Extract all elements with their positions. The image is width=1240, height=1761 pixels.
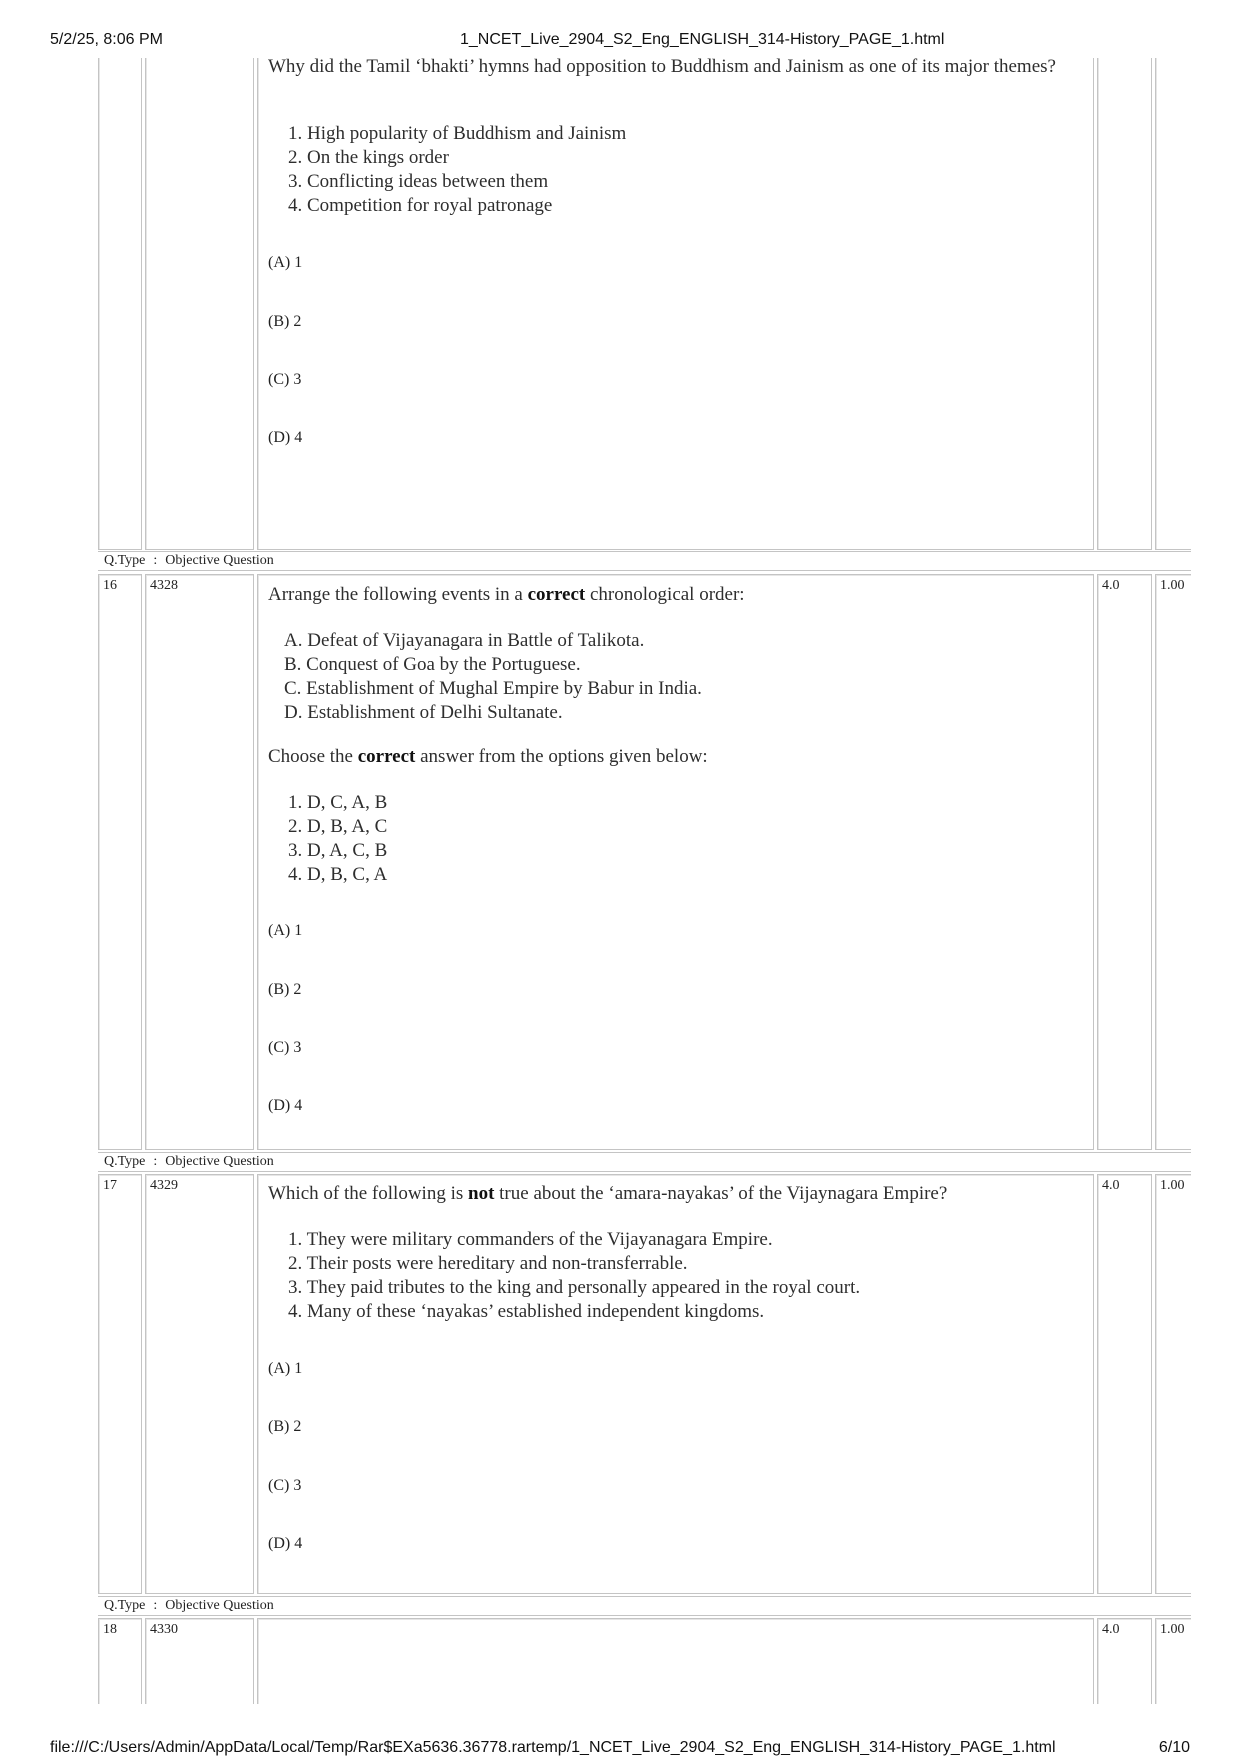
- marks-value: 4.0: [1102, 1622, 1120, 1637]
- q16-event: C. Establishment of Mughal Empire by Babur in India.: [284, 678, 702, 699]
- q16-option-a: (A) 1: [268, 922, 303, 939]
- qtype-row: [98, 1596, 1191, 1616]
- q18-body-cell: [257, 1618, 1094, 1704]
- q16-question-bold: correct: [527, 584, 586, 605]
- qtype-colon: :: [153, 1598, 158, 1613]
- q16-question-pre: Arrange the following events in a: [268, 584, 528, 605]
- negative-marks-value: 1.00: [1160, 578, 1185, 593]
- q16-question-text: [268, 583, 1078, 607]
- negative-marks-value: 1.00: [1160, 1622, 1185, 1637]
- print-footer: [0, 1739, 1240, 1761]
- q16-question-post: chronological order:: [585, 584, 745, 605]
- q16-option-c: (C) 3: [268, 1039, 302, 1056]
- q16-negative-cell: [1155, 574, 1191, 1150]
- marks-value: 4.0: [1102, 1178, 1120, 1193]
- qtype-colon: :: [153, 1154, 158, 1169]
- q17-option-d: (D) 4: [268, 1535, 303, 1552]
- q17-statement-list: [288, 1228, 860, 1324]
- print-doc-title: 1_NCET_Live_2904_S2_Eng_ENGLISH_314-History_PAGE_1.html: [460, 31, 945, 48]
- q17-negative-cell: [1155, 1174, 1191, 1594]
- q17-item: 1. They were military commanders of the Vijayanagara Empire.: [288, 1229, 773, 1250]
- question-id: 4329: [150, 1178, 178, 1193]
- marks-value: 4.0: [1102, 578, 1120, 593]
- q16-item: 2. D, B, A, C: [288, 816, 388, 837]
- print-datetime: 5/2/25, 8:06 PM: [50, 31, 163, 48]
- q17-question-text: [268, 1182, 1078, 1206]
- q16-choice-list: [288, 791, 387, 887]
- q15-option-b: (B) 2: [268, 313, 302, 330]
- qtype-label: Q.Type: [104, 553, 146, 568]
- q16-event: D. Establishment of Delhi Sultanate.: [284, 702, 563, 723]
- question-id: 4330: [150, 1622, 178, 1637]
- q16-item: 1. D, C, A, B: [288, 792, 388, 813]
- q15-marks-cell: [1097, 58, 1152, 550]
- qtype-row: [98, 1152, 1191, 1172]
- question-id: 4328: [150, 578, 178, 593]
- q15-qid-cell: [145, 58, 254, 550]
- q16-body-cell: [257, 574, 1094, 1150]
- q17-sno-cell: [98, 1174, 142, 1594]
- question-number: 17: [103, 1178, 117, 1193]
- q15-option-d: (D) 4: [268, 429, 303, 446]
- q17-option-b: (B) 2: [268, 1418, 302, 1435]
- q15-question-text: Why did the Tamil ‘bhakti’ hymns had opposition to Buddhism and Jainism as one of its major themes?: [268, 58, 1056, 77]
- q16-event-list: [284, 629, 702, 725]
- q16-sno-cell: [98, 574, 142, 1150]
- q16-choose-post: answer from the options given below:: [415, 746, 708, 767]
- q17-marks-cell: [1097, 1174, 1152, 1594]
- q15-option-a: (A) 1: [268, 254, 303, 271]
- q16-marks-cell: [1097, 574, 1152, 1150]
- q17-option-c: (C) 3: [268, 1477, 302, 1494]
- q15-sno-cell: [98, 58, 142, 550]
- qtype-colon: :: [153, 553, 158, 568]
- negative-marks-value: 1.00: [1160, 1178, 1185, 1193]
- q16-item: 3. D, A, C, B: [288, 840, 388, 861]
- q18-qid-cell: [145, 1618, 254, 1704]
- qtype-label: Q.Type: [104, 1154, 146, 1169]
- q17-question-post: true about the ‘amara-nayakas’ of the Vijaynagara Empire?: [494, 1183, 948, 1204]
- q16-choose-pre: Choose the: [268, 746, 358, 767]
- q15-option-c: (C) 3: [268, 371, 302, 388]
- qtype-label: Q.Type: [104, 1598, 146, 1613]
- print-page-number: 6/10: [1158, 1739, 1190, 1756]
- q16-qid-cell: [145, 574, 254, 1150]
- q18-negative-cell: [1155, 1618, 1191, 1704]
- q16-option-b: (B) 2: [268, 981, 302, 998]
- q17-item: 2. Their posts were hereditary and non-transferrable.: [288, 1253, 688, 1274]
- q18-marks-cell: [1097, 1618, 1152, 1704]
- question-table: [98, 58, 1191, 1704]
- q15-body-cell: [257, 58, 1094, 550]
- q15-item: 1. High popularity of Buddhism and Jainism: [288, 123, 627, 144]
- question-number: 18: [103, 1622, 117, 1637]
- qtype-value: Objective Question: [165, 1598, 274, 1613]
- q16-choose-bold: correct: [357, 746, 416, 767]
- q17-option-a: (A) 1: [268, 1360, 303, 1377]
- q17-qid-cell: [145, 1174, 254, 1594]
- q16-choose-text: [268, 745, 1078, 769]
- q17-question-bold: not: [468, 1183, 495, 1204]
- q17-question-pre: Which of the following is: [268, 1183, 468, 1204]
- q16-event: A. Defeat of Vijayanagara in Battle of Talikota.: [284, 630, 645, 651]
- q17-item: 4. Many of these ‘nayakas’ established independent kingdoms.: [288, 1301, 765, 1322]
- qtype-value: Objective Question: [165, 553, 274, 568]
- q17-body-cell: [257, 1174, 1094, 1594]
- qtype-value: Objective Question: [165, 1154, 274, 1169]
- q15-negative-cell: [1155, 58, 1191, 550]
- q16-event: B. Conquest of Goa by the Portuguese.: [284, 654, 581, 675]
- print-file-path: file:///C:/Users/Admin/AppData/Local/Temp/Rar$EXa5636.36778.rartemp/1_NCET_Live_2904_S2_Eng_ENGLISH_314-History_PAGE_1.html: [50, 1739, 1056, 1756]
- print-header: [0, 31, 1240, 53]
- q15-item: 2. On the kings order: [288, 147, 449, 168]
- q16-option-d: (D) 4: [268, 1097, 303, 1114]
- question-number: 16: [103, 578, 117, 593]
- q15-statement-list: [288, 122, 626, 218]
- q15-item: 4. Competition for royal patronage: [288, 195, 553, 216]
- qtype-row: [98, 551, 1191, 571]
- q17-item: 3. They paid tributes to the king and personally appeared in the royal court.: [288, 1277, 861, 1298]
- q15-item: 3. Conflicting ideas between them: [288, 171, 549, 192]
- q16-item: 4. D, B, C, A: [288, 864, 388, 885]
- q18-sno-cell: [98, 1618, 142, 1704]
